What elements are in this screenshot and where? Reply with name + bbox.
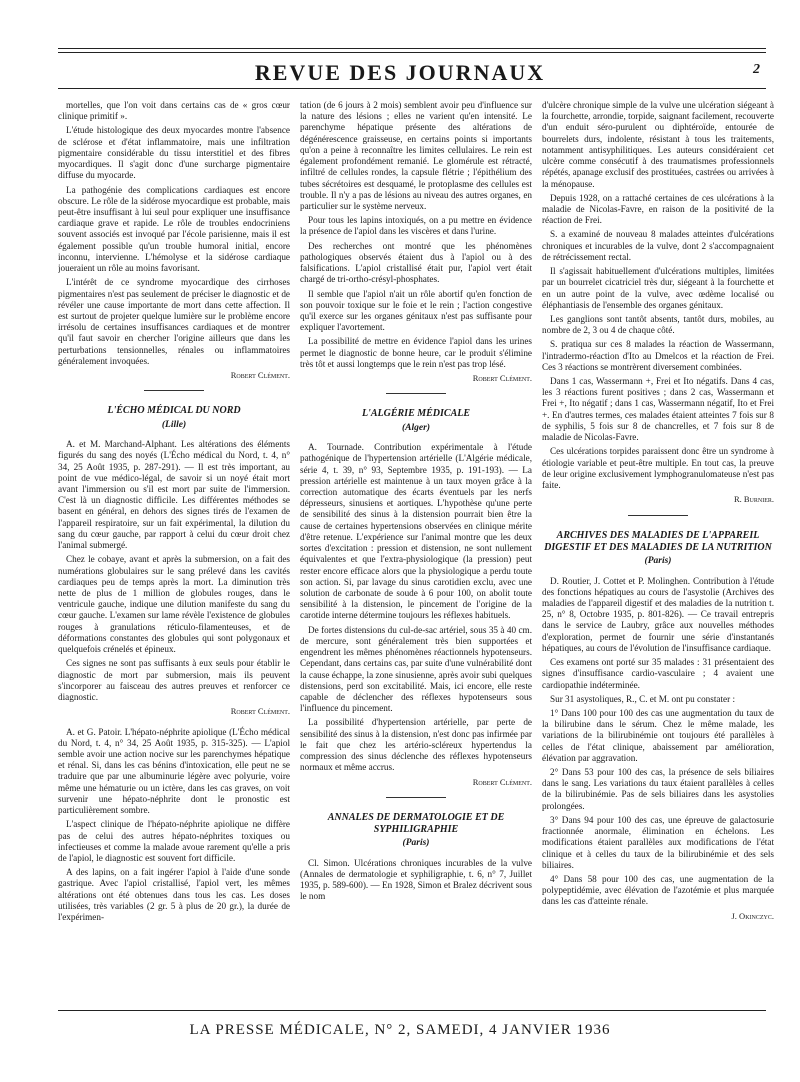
- paragraph: A. Tournade. Contribution expérimentale à l'étude pathogénique de l'hypertension artérielle (L'Algérie médicale, série 4, t. 39, n° 93, Septembre 1935, p. 191-193). — La pression artérielle est maintenue à un taux moyen grâce à la correction automatique des écarts éventuels par les nerfs dépresseurs, sinusiens et aortiques. L'hypothèse qu'une perte de sensibilité des sinus à la distension pourrait bien être la cause de certaines hypertensions observées en clinique mérite d'être retenue. L'expérience sur l'animal montre que les deux sortes d'excitation : pression et distension, ne sont nullement équivalentes et que l'extra-physiologique (la pression) peut rester encore efficace alors que la physiologique a perdu toute son action. Si, par lavage du sinus carotidien exclu, avec une solution de carbonate de soude à 6 pour 100, on abolit toute sensibilité à la distension, le pincement de l'origine de la carotide interne détermine toujours les réflexes habituels.: [300, 442, 532, 621]
- author-signature: Robert Clément.: [472, 373, 532, 384]
- page-footer: LA PRESSE MÉDICALE, N° 2, SAMEDI, 4 JANVIER 1936: [189, 1022, 611, 1038]
- paragraph: S. a examiné de nouveau 8 malades atteintes d'ulcérations chroniques et incurables de la vulve, dont 2 s'accompagnaient de rétrécissement rectal.: [542, 229, 774, 262]
- paragraph: Les ganglions sont tantôt absents, tantôt durs, mobiles, au nombre de 2, 3 ou 4 de chaque côté.: [542, 313, 774, 336]
- author-signature: Robert Clément.: [472, 776, 532, 787]
- paragraph: 3° Dans 94 pour 100 des cas, une épreuve de galactosurie fractionnée anormale, élimination en échelons. Les modifications étaient parallèles aux modifications de l'état clinique et à celles du taux de la bilirubinémie et des sels biliaires.: [542, 814, 774, 870]
- paragraph: De fortes distensions du cul-de-sac artériel, sous 35 à 40 cm. de mercure, sont généralement très bien supportées et engendrent les mêmes phénomènes réactionnels hypotenseurs. Cependant, dans certains cas, par suite d'une vulnérabilité dont la cause échappe, la zone sinusienne, après avoir subi quelques distensions, perd son excitabilité. Mais, ici encore, elle reste capable de déclencher des réflexes hypotenseurs sous l'influence du pincement.: [300, 624, 532, 714]
- section-divider: [386, 797, 446, 798]
- journal-section-city: (Paris): [402, 838, 430, 849]
- paragraph: La possibilité d'hypertension artérielle, par perte de sensibilité des sinus à la distension, n'est donc pas infirmée par le fait que chez les artério-scléreux hypertendus la compression des sinus déclenche des réflexes hypotenseurs normaux et même accrus.: [300, 717, 532, 773]
- page-title: REVUE DES JOURNAUX: [254, 60, 546, 85]
- column-2: [300, 100, 532, 1000]
- journal-section-city: (Paris): [644, 555, 672, 566]
- header-rule-bottom: [58, 88, 766, 89]
- paragraph: Depuis 1928, on a rattaché certaines de ces ulcérations à la maladie de Nicolas-Favre, en raison de la positivité de la réaction de Frei.: [542, 192, 774, 226]
- column-1: [58, 100, 290, 1000]
- journal-section-city: (Alger): [402, 422, 430, 433]
- paragraph: Ces ulcérations torpides paraissent donc être un syndrome à étiologie variable et peut-être multiple. En tout cas, la preuve de leur origine exclusivement lymphogranulomateuse n'est pas faite.: [542, 446, 774, 490]
- footer-rule: [58, 1010, 766, 1011]
- paragraph: Des recherches ont montré que les phénomènes pathologiques observés étaient dus à l'apiol ou à des falsifications. L'apiol cristallisé était pur, l'apiol vert était chargé de tri-ortho-crésyl-phosphates.: [300, 240, 532, 285]
- section-divider: [386, 393, 446, 394]
- author-signature: Robert Clément.: [230, 706, 290, 717]
- paragraph: Dans 1 cas, Wassermann +, Frei et Ito négatifs. Dans 4 cas, les 3 réactions furent positives ; dans 2 cas, Wassermann et Frei +, Ito négatif ; dans 1 cas, Wassermann négatif, Ito et Frei +. En d'autres termes, ces malades étaient atteintes 7 fois sur 8 de syphilis, 5 fois sur 8 de chancrelles, et 7 fois sur 8 de maladie de Nicolas-Favre.: [542, 376, 774, 443]
- section-divider: [628, 515, 688, 516]
- paragraph: S. pratiqua sur ces 8 malades la réaction de Wassermann, l'intradermo-réaction d'Ito au Dmelcos et la réaction de Frei. Ces 3 réactions se montrèrent diversement combinées.: [542, 339, 774, 372]
- paragraph: L'aspect clinique de l'hépato-néphrite apiolique ne diffère pas de celui des autres hépato-néphrites toxiques ou infectieuses et comme la malade avoue rarement qu'elle a pris de l'apiol, le diagnostic est souvent fort difficile.: [58, 819, 290, 863]
- paragraph: Cl. Simon. Ulcérations chroniques incurables de la vulve (Annales de dermatologie et syphiligraphie, t. 6, n° 7, Juillet 1935, p. 589-600). — En 1928, Simon et Bralez décrivent sous le nom: [300, 857, 532, 902]
- section-divider: [144, 390, 204, 391]
- page-number: 2: [753, 62, 760, 77]
- journal-section-title: L'ÉCHO MÉDICAL DU NORD: [107, 405, 241, 417]
- paragraph: A des lapins, on a fait ingérer l'apiol à l'aide d'une sonde gastrique. Avec l'apiol cristallisé, l'apiol vert, les mêmes altérations ont été obtenues dans tous les cas. Les doses utilisées, très variables (2 gr. 5 à plus de 20 gr.), la durée de l'expérimen-: [58, 867, 290, 923]
- paragraph: Ces examens ont porté sur 35 malades : 31 présentaient des signes d'insuffisance cardio-vasculaire ; 4 avaient une cardiopathie indéterminée.: [542, 657, 774, 690]
- header-rule-top-2: [58, 52, 766, 53]
- author-signature: Robert Clément.: [230, 370, 290, 381]
- paragraph: A. et G. Patoir. L'hépato-néphrite apiolique (L'Écho médical du Nord, t. 4, n° 34, 25 Août 1935, p. 315-325). — L'apiol semble avoir une action nocive sur les parenchymes hépatique et rénal. Si, dans les cas bénins d'intoxication, elle peut ne se traduire que par une albuminurie légère avec polyurie, voire même une hématurie ou un ictère, dans les cas graves, on voit survenir une hépato-néphrite dont le pronostic est particulièrement sombre.: [58, 726, 290, 816]
- journal-section-title: ARCHIVES DES MALADIES DE L'APPAREIL DIGESTIF ET DES MALADIES DE LA NUTRITION: [544, 529, 772, 553]
- paragraph: d'ulcère chronique simple de la vulve une ulcération siégeant à la fourchette, arrondie, torpide, saignant facilement, recouverte d'un enduit séro-purulent ou diphtéroïde, entourée de bourrelets durs, indolente, résistant à tous les traitements, notamment antisyphilitiques. Les auteurs considéraient cet ulcère comme consécutif à des traumatismes professionnels répétés, apanage exclusif des prostituées, castrées ou arrivées à la ménopause.: [542, 100, 774, 189]
- paragraph: 4° Dans 58 pour 100 des cas, une augmentation de la polypeptidémie, avec élévation de l'azotémie et plus marquée dans les cas d'atteinte rénale.: [542, 874, 774, 907]
- paragraph: Chez le cobaye, avant et après la submersion, on a fait des numérations globulaires sur le sang prélevé dans les cavités cardiaques peu de temps après la mort. La diminution très nette de plus de 1 million de globules rouges, dans le ventricule gauche, indique une dilution manifeste du sang du cœur gauche. L'examen sur lame révèle l'existence de globules rouges à granulations réticulo-filamenteuses, et de déformations constantes des globules qui sont polygonaux et quelquefois crénelés et épineux.: [58, 554, 290, 655]
- paragraph: 2° Dans 53 pour 100 des cas, la présence de sels biliaires dans le sang. Les variations du taux étaient parallèles à celles de la bilirubinémie. Pas de sels biliaires dans les asystolies prolongées.: [542, 767, 774, 811]
- author-signature: J. Okinczyc.: [731, 910, 774, 921]
- paragraph: A. et M. Marchand-Alphant. Les altérations des éléments figurés du sang des noyés (L'Écho médical du Nord, t. 4, n° 34, 25 Août 1935, p. 287-291). — Il est très important, au point de vue médico-légal, de savoir si un noyé était mort avant l'immersion ou s'il est mort par suite de l'immersion. C'est là un diagnostic difficile. Les différentes méthodes se basent en général, en dehors des signes tirés de l'examen de l'appareil respiratoire, sur un fait expérimental, la dilution du sang du cœur gauche, par rapport à celui du cœur droit chez l'animal submergé.: [58, 439, 290, 551]
- paragraph: Sur 31 asystoliques, R., C. et M. ont pu constater :: [550, 693, 736, 704]
- header-rule-top: [58, 48, 766, 49]
- journal-section-city: (Lille): [161, 419, 187, 430]
- author-signature: R. Burnier.: [733, 494, 774, 505]
- paragraph: L'étude histologique des deux myocardes montre l'absence de sclérose et d'état inflammatoire, mais une infiltration pigmentaire considérable du tissu interstitiel et des fibres myocardiques. Il s'agit donc d'une surcharge pigmentaire diffuse du myocarde.: [58, 125, 290, 181]
- journal-section-title: L'ALGÉRIE MÉDICALE: [361, 408, 471, 420]
- column-3: [542, 100, 774, 1000]
- paragraph: Ces signes ne sont pas suffisants à eux seuls pour établir le diagnostic de mort par submersion, mais ils peuvent s'incorporer au faisceau des autres preuves et renforcer ce diagnostic.: [58, 658, 290, 702]
- paragraph: Pour tous les lapins intoxiqués, on a pu mettre en évidence la présence de l'apiol dans les viscères et dans l'urine.: [300, 215, 532, 237]
- paragraph: D. Routier, J. Cottet et P. Molinghen. Contribution à l'étude des fonctions hépatiques au cours de l'asystolie (Archives des maladies de l'appareil digestif et des maladies de la nutrition t. 25, n° 8, Octobre 1935, p. 801-826). — Ce travail entrepris dans le service de Laubry, grâce aux nouvelles méthodes d'exploration, permet de fournir une série d'instantanés hépatiques, au cours de l'évolution de l'insuffisance cardiaque.: [542, 575, 774, 653]
- paragraph: Il semble que l'apiol n'ait un rôle abortif qu'en fonction de son pouvoir toxique sur le foie et le rein ; l'action congestive qu'il exerce sur les organes génitaux n'est pas suffisante pour expliquer l'avortement.: [300, 288, 532, 333]
- paragraph: mortelles, que l'on voit dans certains cas de « gros cœur clinique primitif ».: [58, 100, 290, 122]
- paragraph: La possibilité de mettre en évidence l'apiol dans les urines permet le diagnostic de bonne heure, car le produit s'élimine très tôt et aussi longtemps que le rein n'est pas trop lésé.: [300, 336, 532, 369]
- journal-section-title: ANNALES DE DERMATOLOGIE ET DE SYPHILIGRAPHIE: [327, 811, 505, 836]
- paragraph: La pathogénie des complications cardiaques est encore obscure. Le rôle de la sidérose myocardique est probable, mais peut-être insuffisant à lui seul pour expliquer une insuffisance cardiaque grave et rapide. Le rôle de troubles endocriniens souvent associés est invoqué par l'école parisienne, mais il est également possible qu'un trouble humoral initial, encore inconnu, intervienne. L'hémolyse et la sidérose cardiaque joueraient un rôle au moins favorisant.: [58, 184, 290, 274]
- paragraph: 1° Dans 100 pour 100 des cas une augmentation du taux de la bilirubine dans le sérum. Chez le même malade, les variations de la bilirubinémie ont toujours été parallèles à celles de l'état clinique, abaissement par amélioration, élévation par aggravation.: [542, 707, 774, 763]
- paragraph: tation (de 6 jours à 2 mois) semblent avoir peu d'influence sur la nature des lésions ; elles ne varient qu'en intensité. Le parenchyme hépatique présente des altérations de dégénérescence graisseuse, en certains points si importants qu'on a peine à reconnaître les limites cellulaires. Le rein est également profondément remanié. Le glomérule est rétracté, infiltré de cellules rondes, la capsule flétrie ; l'épithélium des tubes sécrétoires est desquamé, le protoplasme des cellules est trouble. Il n'y a pas de lésions au niveau des autres organes, en particulier sur le système nerveux.: [300, 100, 532, 211]
- paragraph: Il s'agissait habituellement d'ulcérations multiples, limitées par un bourrelet cicatriciel très dur, siégeant à la fourchette et en un autre point de la vulve, avec œdème localisé ou éléphantiasis de l'ensemble des organes génitaux.: [542, 266, 774, 310]
- paragraph: L'intérêt de ce syndrome myocardique des cirrhoses pigmentaires n'est pas seulement de préciser le diagnostic et de révéler une cause importante de mort dans cette affection. Il est surtout de projeter quelque lumière sur le problème encore irrésolu de certaines insuffisances cardiaques et de montrer qu'il faut savoir en chercher l'origine ailleurs que dans les perturbations tensionnelles, rénales ou inflammatoires généralement invoquées.: [58, 277, 290, 366]
